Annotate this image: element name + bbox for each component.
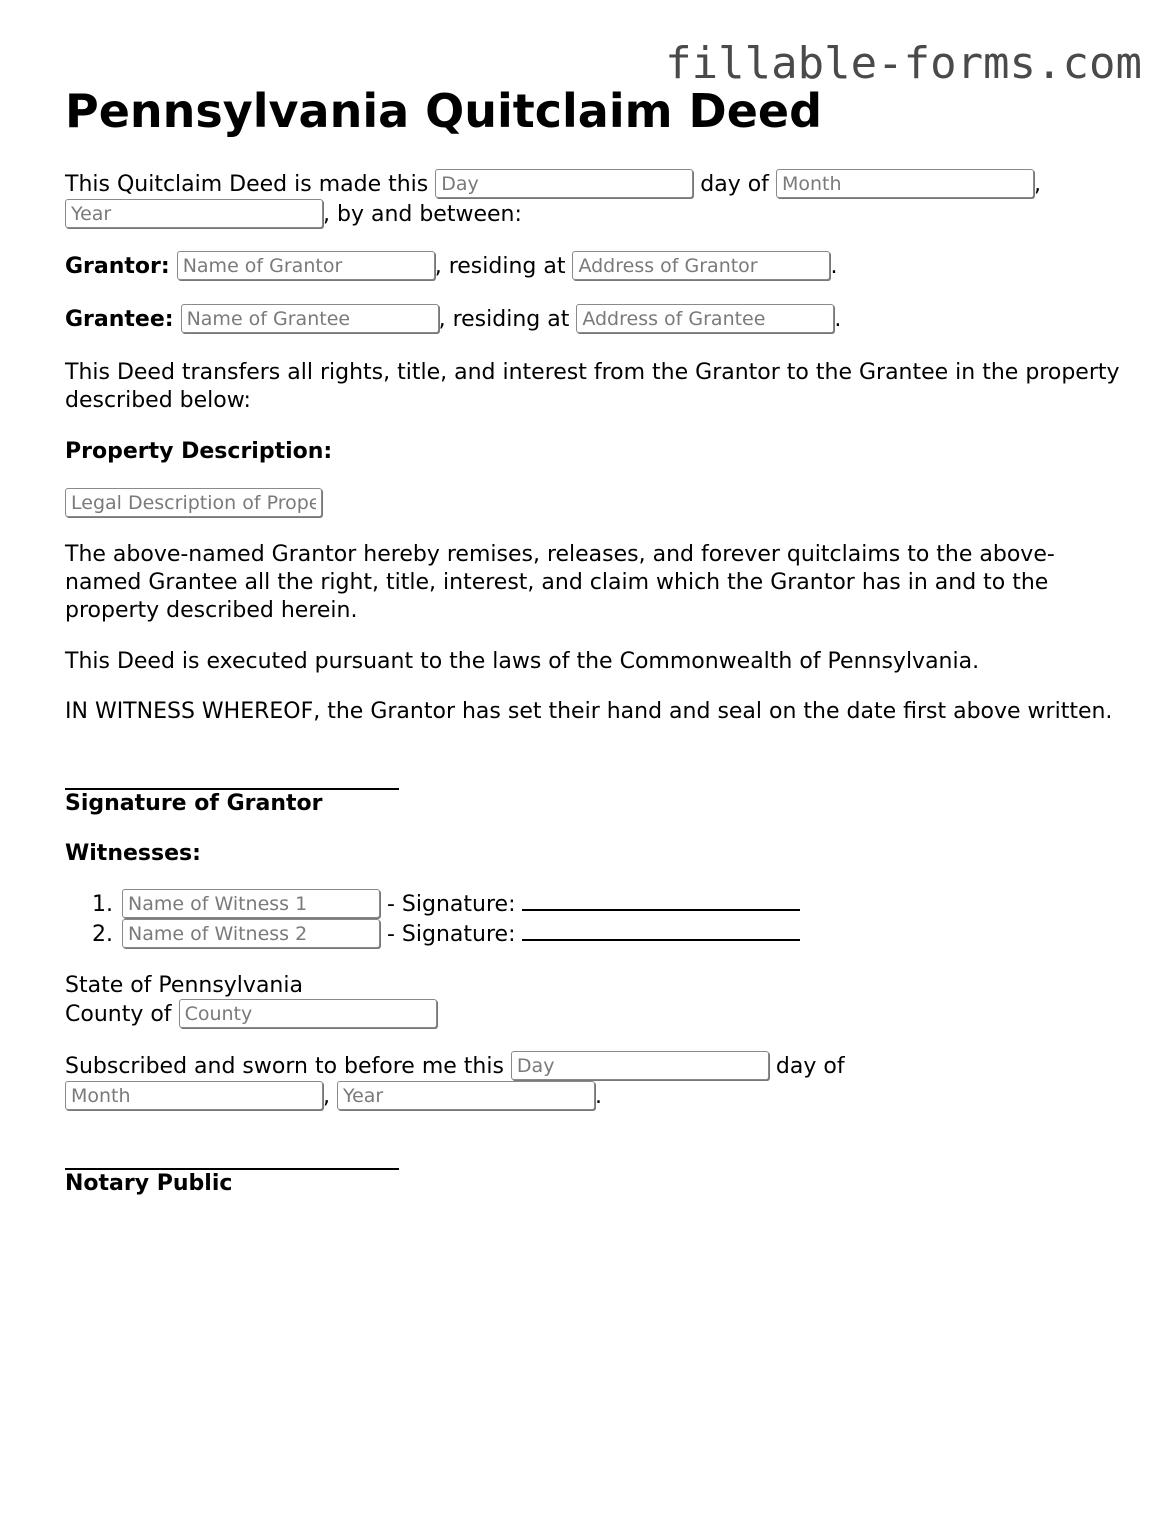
sworn-prefix: Subscribed and sworn to before me this: [65, 1054, 504, 1079]
property-description-input[interactable]: [65, 488, 322, 517]
notary-sworn-paragraph: [65, 1052, 1125, 1112]
grantee-residing: , residing at: [438, 307, 570, 332]
notary-signature-line[interactable]: [65, 1146, 399, 1170]
deed-form: [65, 84, 1125, 1198]
sworn-end: .: [595, 1084, 602, 1109]
laws-text: This Deed is executed pursuant to the laws of the Commonwealth of Pennsylvania.: [65, 649, 980, 674]
grantee-end: .: [834, 307, 842, 332]
notary-day-input[interactable]: [511, 1051, 769, 1080]
remise-text: The above-named Grantor hereby remises, releases, and forever quitclaims to the above-named Grantee all the right, title, interest, and claim which the Grantor has in and to the property described herein.: [65, 542, 1055, 623]
deed-year-input[interactable]: [65, 199, 323, 228]
sworn-day-of: day of: [775, 1054, 845, 1079]
list-item: [65, 920, 1125, 950]
intro-prefix: This Quitclaim Deed is made this: [65, 172, 429, 197]
notary-signature-label: Notary Public: [65, 1171, 233, 1196]
list-item: [65, 890, 1125, 920]
witness-1-signature-line[interactable]: [522, 891, 800, 911]
county-input[interactable]: [179, 999, 437, 1028]
grantee-name-input[interactable]: [181, 304, 439, 333]
witness-whereof-text: IN WITNESS WHEREOF, the Grantor has set their hand and seal on the date first above written.: [65, 699, 1113, 724]
witness-signature-label: - Signature:: [387, 892, 516, 917]
intro-comma: ,: [1033, 172, 1041, 197]
witness-2-name-input[interactable]: [122, 919, 380, 948]
grantor-signature-block: [65, 766, 1125, 818]
witnesses-heading: Witnesses:: [65, 841, 201, 866]
intro-paragraph: [65, 170, 1125, 230]
witness-list: [65, 890, 1125, 950]
grantor-label: Grantor:: [65, 254, 170, 279]
transfer-text: This Deed transfers all rights, title, and interest from the Grantor to the Grantee in the property described below:: [65, 360, 1120, 413]
grantor-signature-line[interactable]: [65, 766, 399, 790]
witness-2-signature-line[interactable]: [522, 921, 800, 941]
property-heading: Property Description:: [65, 439, 333, 464]
page-title: Pennsylvania Quitclaim Deed: [65, 84, 823, 138]
notary-county-line: [65, 1000, 1125, 1030]
grantor-signature-label: Signature of Grantor: [65, 791, 323, 816]
watermark: fillable-forms.com: [665, 38, 1142, 89]
witness-number: 2.: [92, 922, 113, 947]
intro-day-of: day of: [700, 172, 769, 197]
notary-year-input[interactable]: [337, 1081, 595, 1110]
witness-signature-label: - Signature:: [387, 922, 516, 947]
notary-signature-block: [65, 1146, 1125, 1198]
witness-number: 1.: [92, 892, 113, 917]
notary-month-input[interactable]: [65, 1081, 323, 1110]
grantee-line: [65, 306, 1125, 334]
property-field-row: [65, 490, 1125, 518]
county-label: County of: [65, 1002, 172, 1027]
grantor-address-input[interactable]: [572, 251, 830, 280]
deed-month-input[interactable]: [776, 169, 1034, 198]
grantor-residing: , residing at: [434, 254, 566, 279]
witness-1-name-input[interactable]: [122, 889, 380, 918]
grantor-end: .: [830, 254, 838, 279]
grantee-label: Grantee:: [65, 307, 174, 332]
grantor-name-input[interactable]: [177, 251, 435, 280]
grantee-address-input[interactable]: [576, 304, 834, 333]
grantor-line: [65, 253, 1125, 281]
intro-suffix: , by and between:: [323, 202, 522, 227]
notary-state: State of Pennsylvania: [65, 973, 303, 998]
deed-day-input[interactable]: [435, 169, 693, 198]
sworn-comma: ,: [323, 1084, 330, 1109]
